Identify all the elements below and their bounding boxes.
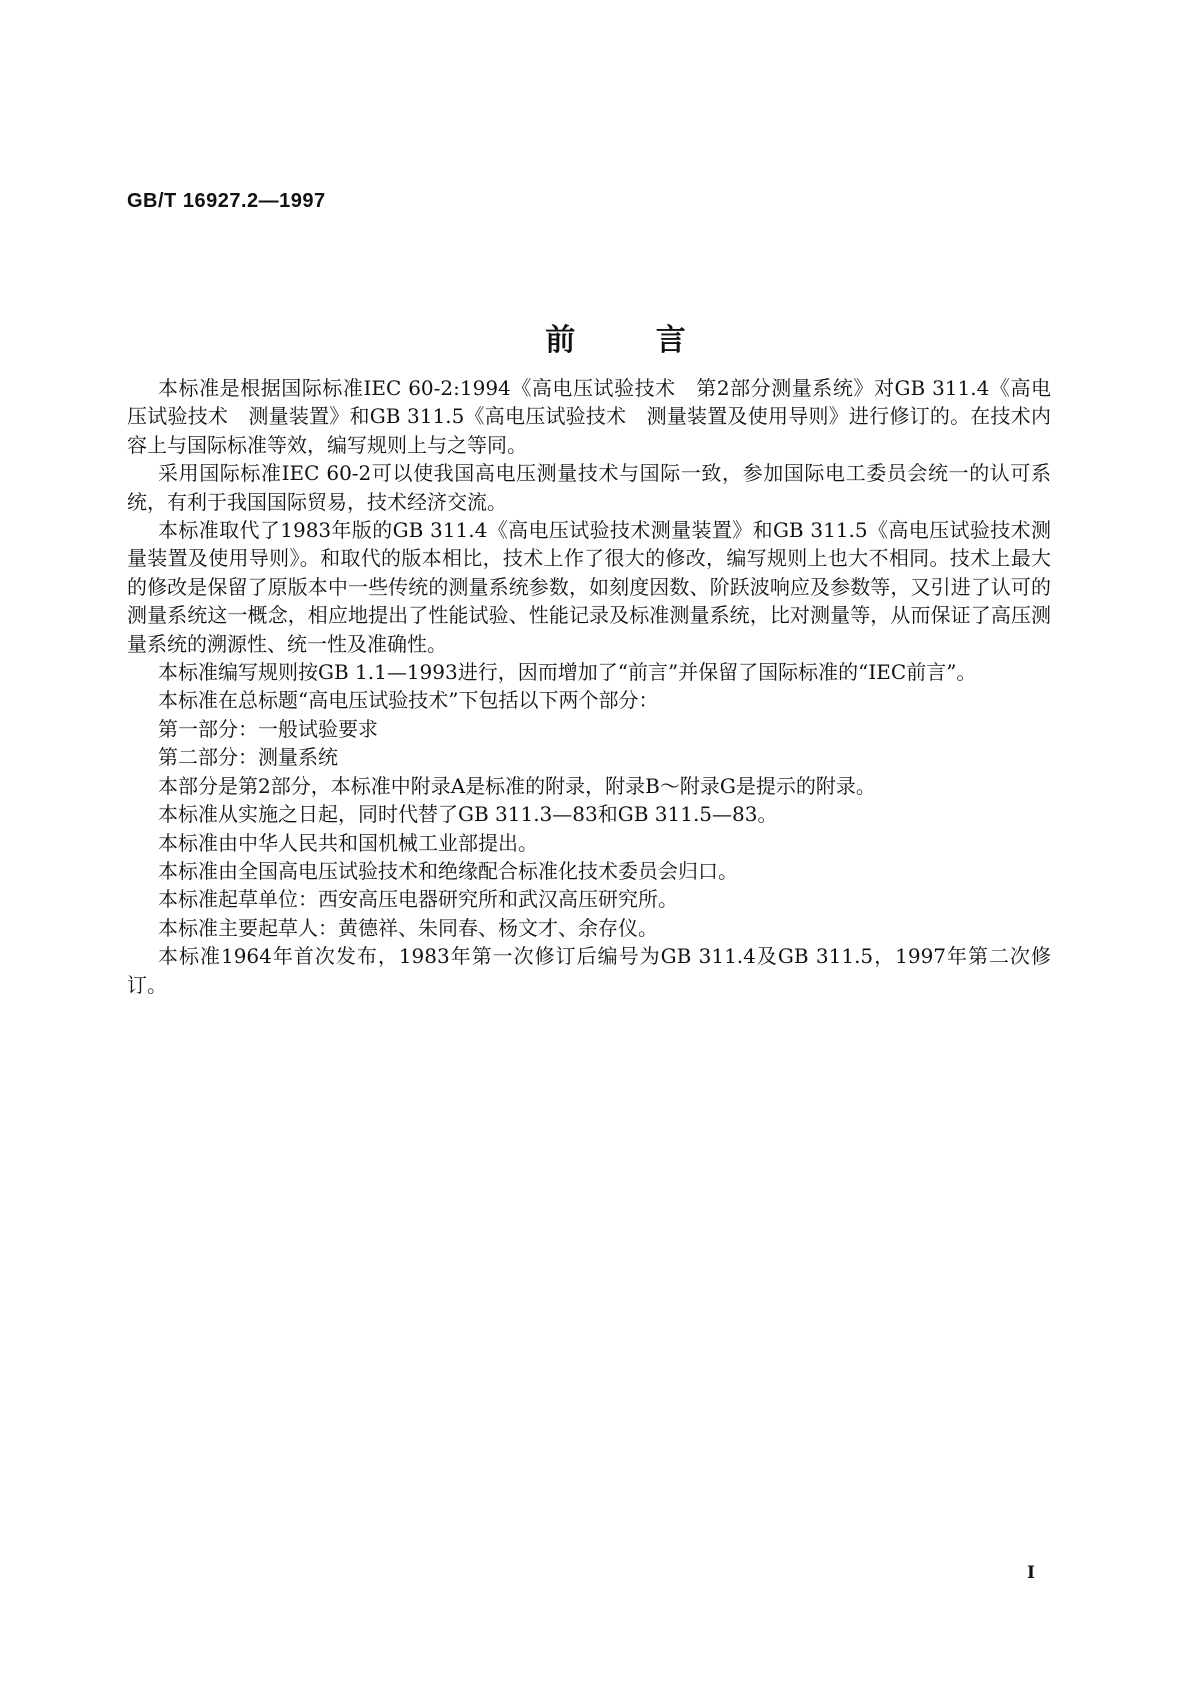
standard-code: GB/T 16927.2—1997 bbox=[127, 190, 326, 212]
paragraph-annexes: 本部分是第2部分，本标准中附录A是标准的附录，附录B～附录G是提示的附录。 bbox=[158, 773, 876, 798]
paragraph-proposed-by: 本标准由中华人民共和国机械工业部提出。 bbox=[158, 830, 538, 855]
paragraph-adoption: 采用国际标准IEC 60-2可以使我国高电压测量技术与国际一致，参加国际电工委员会统一的认可系统，有利于我国国际贸易，技术经济交流。 bbox=[127, 461, 1051, 514]
paragraph-drafting-units: 本标准起草单位：西安高压电器研究所和武汉高压研究所。 bbox=[158, 887, 678, 912]
paragraph-part-one: 第一部分：一般试验要求 bbox=[158, 716, 378, 741]
paragraph-part-two: 第二部分：测量系统 bbox=[158, 745, 338, 770]
foreword-body bbox=[127, 374, 1051, 999]
paragraph-responsible-committee: 本标准由全国高电压试验技术和绝缘配合标准化技术委员会归口。 bbox=[158, 858, 738, 883]
paragraph-drafting-rules: 本标准编写规则按GB 1.1—1993进行，因而增加了“前言”并保留了国际标准的“IEC前言”。 bbox=[158, 660, 977, 685]
page-title: 前 言 bbox=[545, 323, 686, 358]
paragraph-history: 本标准1964年首次发布，1983年第一次修订后编号为GB 311.4及GB 311.5，1997年第二次修订。 bbox=[127, 944, 1051, 997]
paragraph-general-title: 本标准在总标题“高电压试验技术”下包括以下两个部分： bbox=[158, 688, 659, 713]
paragraph-basis: 本标准是根据国际标准IEC 60-2:1994《高电压试验技术 第2部分测量系统》对GB 311.4《高电压试验技术 测量装置》和GB 311.5《高电压试验技术 测量装置及使用导则》进行修订的。在技术内容上与国际标准等效，编写规则上与之等同。 bbox=[127, 376, 1051, 457]
paragraph-supersedes: 本标准从实施之日起，同时代替了GB 311.3—83和GB 311.5—83。 bbox=[158, 802, 778, 827]
paragraph-drafters: 本标准主要起草人：黄德祥、朱同春、杨文才、余存仪。 bbox=[158, 915, 658, 940]
page-number: I bbox=[1027, 1563, 1035, 1583]
paragraph-replacement: 本标准取代了1983年版的GB 311.4《高电压试验技术测量装置》和GB 311.5《高电压试验技术测量装置及使用导则》。和取代的版本相比，技术上作了很大的修改，编写规则上也大不相同。技术上最大的修改是保留了原版本中一些传统的测量系统参数，如刻度因数、阶跃波响应及参数等，又引进了认可的测量系统这一概念，相应地提出了性能试验、性能记录及标准测量系统，比对测量等，从而保证了高压测量系统的溯源性、统一性及准确性。 bbox=[127, 518, 1051, 656]
